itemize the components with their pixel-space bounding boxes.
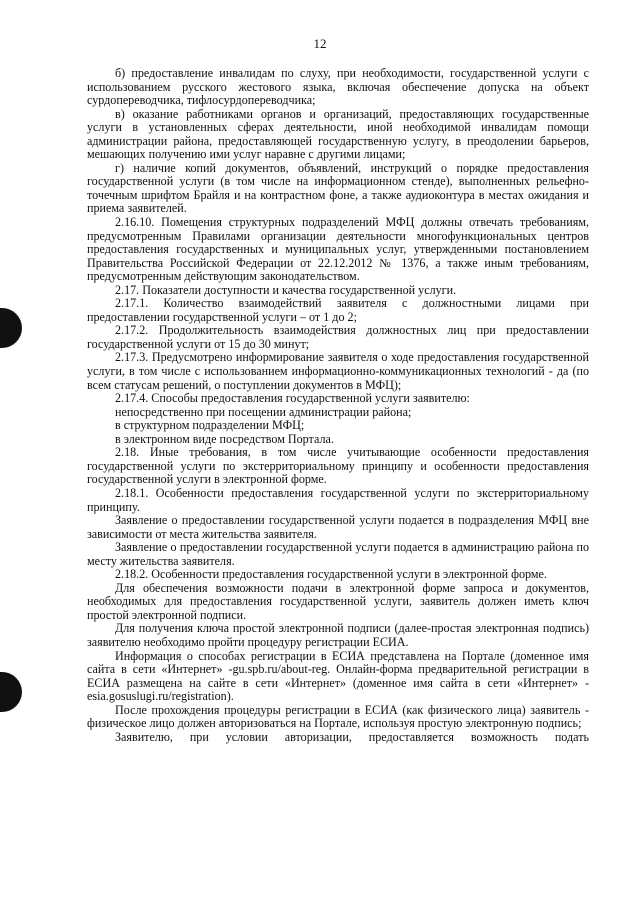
paragraph: Для получения ключа простой электронной подписи (далее-простая электронная подпись) заявителю необходимо пройти процедуру регистрации ЕСИА. (87, 621, 589, 649)
paragraph: 2.18. Иные требования, в том числе учитывающие особенности предоставления государственной услуги по экстерриториальному принципу и особенности предоставления государственной услуги в электронной форме. (87, 445, 589, 487)
paragraph: Для обеспечения возможности подачи в электронной форме запроса и документов, необходимых для предоставления государственной услуги, заявитель должен иметь ключ простой электронной подписи. (87, 580, 589, 622)
paragraph: Информация о способах регистрации в ЕСИА представлена на Портале (доменное имя сайта в сети «Интернет» -gu.spb.ru/about-reg. Онлайн-форма предварительной регистрации в ЕСИА размещена на сайте в сети «Интернет» (доменное имя сайта в сети «Интернет» - esia.gosuslugi.ru/registration). (87, 648, 589, 704)
paragraph: б) предоставление инвалидам по слуху, при необходимости, государственной услуги с использованием русского жестового языка, включая обеспечение допуска на объект сурдопереводчика, тифлосурдопереводчика; (87, 66, 589, 108)
paragraph: 2.18.2. Особенности предоставления государственной услуги в электронной форме. (115, 567, 547, 582)
paragraph: в структурном подразделении МФЦ; (115, 418, 305, 433)
paragraph: 2.17.3. Предусмотрено информирование заявителя о ходе предоставления государственной услуги, в том числе с использованием информационно-коммуникационных технологий - да (по всем статусам решений, о поступлении документов в МФЦ); (87, 350, 589, 392)
paragraph: 2.18.1. Особенности предоставления государственной услуги по экстерриториальному принципу. (87, 485, 589, 514)
paragraph: Заявление о предоставлении государственной услуги подается в подразделения МФЦ вне зависимости от места жительства заявителя. (87, 513, 589, 541)
paragraph: 2.17.1. Количество взаимодействий заявителя с должностными лицами при предоставлении государственной услуги – от 1 до 2; (87, 296, 589, 324)
binder-hole (0, 308, 22, 348)
paragraph: 2.17.2. Продолжительность взаимодействия должностных лиц при предоставлении государственной услуги от 15 до 30 минут; (87, 323, 589, 351)
paragraph: в) оказание работниками органов и организаций, предоставляющих государственные услуги в установленных сферах деятельности, иной необходимой инвалидам помощи администрации района, предоставляющей государственную услугу, в преодолении барьеров, мешающих получению ими услуг наравне с другими лицами; (87, 106, 589, 162)
paragraph: г) наличие копий документов, объявлений, инструкций о порядке предоставления государственной услуги (в том числе на информационном стенде), выполненных рельефно-точечным шрифтом Брайля и на контрастном фоне, а также аудиоконтура в местах ожидания и приема заявителей. (87, 160, 589, 216)
document-body (87, 67, 589, 744)
paragraph: непосредственно при посещении администрации района; (115, 404, 412, 419)
binder-hole (0, 672, 22, 712)
paragraph: 2.17. Показатели доступности и качества государственной услуги. (115, 282, 457, 297)
paragraph: Заявление о предоставлении государственной услуги подается в администрацию района по месту жительства заявителя. (87, 540, 589, 568)
paragraph: После прохождения процедуры регистрации в ЕСИА (как физического лица) заявитель - физическое лицо должен авторизоваться на Портале, используя простую электронную подпись; (87, 702, 589, 731)
page-number: 12 (313, 36, 327, 51)
paragraph: 2.16.10. Помещения структурных подразделений МФЦ должны отвечать требованиям, предусмотренным Правилами организации деятельности многофункциональных центров предоставления государственных и муниципальных услуг, утвержденными постановлением Правительства Российской Федерации от 22.12.2012 № 1376, а также иным требованиям, предусмотренным действующим законодательством. (87, 215, 589, 284)
paragraph: 2.17.4. Способы предоставления государственной услуги заявителю: (115, 391, 470, 406)
paragraph: Заявителю, при условии авторизации, предоставляется возможность подать (115, 729, 589, 744)
paragraph: в электронном виде посредством Портала. (115, 431, 334, 446)
